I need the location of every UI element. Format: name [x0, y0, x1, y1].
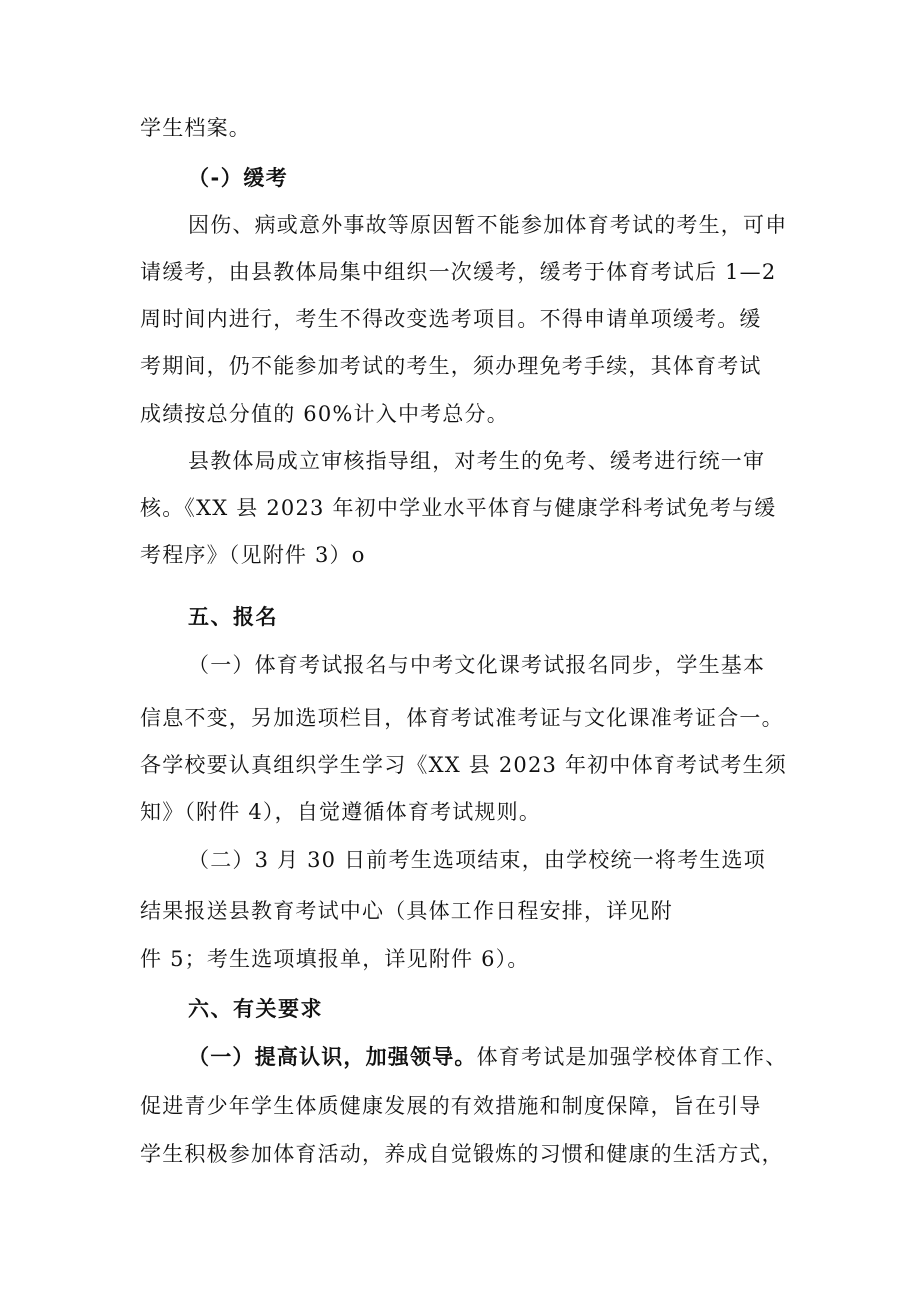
paragraph-line: 核。《XX 县 2023 年初中学业水平体育与健康学科考试免考与缓 — [140, 496, 777, 520]
paragraph-text: 体育考试是加强学校体育工作、 — [476, 1045, 788, 1069]
paragraph-line: 请缓考，由县教体局集中组织一次缓考，缓考于体育考试后 1—2 — [140, 260, 777, 284]
paragraph-line: 结果报送县教育考试中心（具体工作日程安排，详见附 — [140, 899, 673, 923]
paragraph-line: （二）3 月 30 日前考生选项结束，由学校统一将考生选项 — [188, 848, 766, 872]
paragraph-line: 各学校要认真组织学生学习《XX 县 2023 年初中体育考试考生须 — [140, 753, 787, 777]
paragraph-line: （一）体育考试报名与中考文化课考试报名同步，学生基本 — [188, 653, 766, 677]
section-heading-requirements: 六、有关要求 — [188, 997, 323, 1021]
paragraph-line: 成绩按总分值的 60%计入中考总分。 — [140, 402, 509, 426]
paragraph-line: 件 5；考生选项填报单，详见附件 6）。 — [140, 947, 530, 971]
paragraph-line: 考期间，仍不能参加考试的考生，须办理免考手续，其体育考试 — [140, 354, 762, 378]
paragraph-line: 学生积极参加体育活动，养成自觉锻炼的习惯和健康的生活方式， — [140, 1142, 784, 1166]
bold-lead-text: （一）提高认识，加强领导。 — [188, 1044, 477, 1069]
paragraph-line: 县教体局成立审核指导组，对考生的免考、缓考进行统一审 — [188, 449, 766, 473]
section-heading-registration: 五、报名 — [188, 605, 278, 629]
section-subheading-deferred-exam: （-）缓考 — [188, 166, 289, 190]
paragraph-line: 考程序》（见附件 3）o — [140, 543, 366, 567]
paragraph-line-with-bold-lead — [188, 1042, 787, 1072]
paragraph-line: 信息不变，另加选项栏目，体育考试准考证与文化课准考证合一。 — [140, 706, 784, 730]
paragraph-line: 知》（附件 4），自觉遵循体育考试规则。 — [140, 800, 542, 824]
paragraph-line: 因伤、病或意外事故等原因暂不能参加体育考试的考生，可申 — [188, 213, 788, 237]
paragraph-line: 促进青少年学生体质健康发展的有效措施和制度保障，旨在引导 — [140, 1094, 762, 1118]
paragraph-line: 学生档案。 — [140, 116, 251, 140]
paragraph-line: 周时间内进行，考生不得改变选考项目。不得申请单项缓考。缓 — [140, 307, 762, 331]
